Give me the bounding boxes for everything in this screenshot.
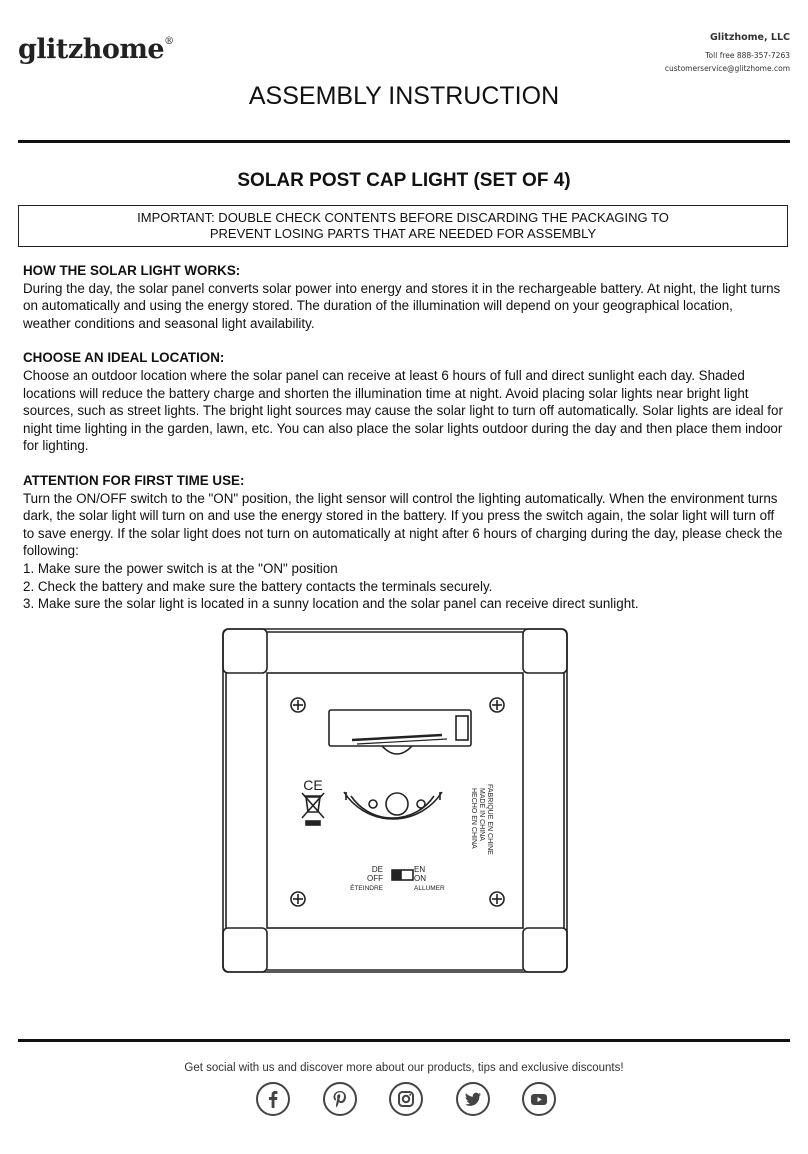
twitter-icon[interactable] xyxy=(456,1082,490,1116)
switch-off-label-2: OFF xyxy=(367,874,383,883)
screw-icon xyxy=(291,698,305,712)
switch-off-label-1: DE xyxy=(371,865,383,874)
section-heading-attention: ATTENTION FOR FIRST TIME USE: xyxy=(23,472,245,488)
page-title: ASSEMBLY INSTRUCTION xyxy=(248,82,560,110)
company-name: Glitzhome, LLC xyxy=(709,32,790,43)
social-links xyxy=(256,1082,556,1122)
instagram-icon[interactable] xyxy=(389,1082,423,1116)
weee-bin-icon xyxy=(302,793,324,825)
screw-hole xyxy=(417,800,425,808)
switch-on-label-2: ON xyxy=(414,874,426,883)
check-list xyxy=(23,560,783,613)
section-body-location: Choose an outdoor location where the solar panel can receive at least 6 hours of full and direct sunlight each day. Shaded locations will reduce the battery charge and shorten the illumination time at night. Avoid placing solar lights near bright light sources, such as street lights. The bright light sources may cause the solar light to turn off automatically. Solar lights are ideal for night time lighting in the garden, lawn, etc. You can also place the solar lights outdoor during the day and then place them indoor for lighting. xyxy=(23,367,783,454)
section-body-how: During the day, the solar panel converts solar power into energy and stores it in the rechargeable battery. At night, the light turns on automatically and using the energy stored. The duration of the illumination will depend on your geographical location, weather conditions and seasonal light availability. xyxy=(23,280,781,331)
screw-icon xyxy=(490,892,504,906)
section-heading-how: HOW THE SOLAR LIGHT WORKS: xyxy=(23,263,241,278)
origin-label-es: HECHO EN CHINA xyxy=(470,788,477,849)
important-notice xyxy=(18,205,788,247)
outer-frame xyxy=(223,629,567,972)
support-email: customerservice@glitzhome.com xyxy=(664,64,790,73)
battery-latch xyxy=(456,716,468,740)
footer-divider xyxy=(18,1039,790,1042)
origin-label-fr: FABRIQUE EN CHINE xyxy=(486,784,493,855)
light-sensor xyxy=(386,793,408,815)
switch-on-label-1: EN xyxy=(414,865,426,874)
footer-text: Get social with us and discover more about our products, tips and exclusive discounts! xyxy=(184,1062,624,1074)
origin-label-en: MADE IN CHINA xyxy=(478,788,485,841)
important-line-1: IMPORTANT: DOUBLE CHECK CONTENTS BEFORE DISCARDING THE PACKAGING TO xyxy=(137,210,669,225)
youtube-icon[interactable] xyxy=(522,1082,556,1116)
ce-mark: CE xyxy=(303,777,323,793)
corner-block xyxy=(523,629,567,673)
corner-block xyxy=(223,629,267,673)
switch-off-label-3: ÉTEINDRE xyxy=(350,885,383,892)
section-body-attention: Turn the ON/OFF switch to the "ON" position, the light sensor will control the lighting automatically. When the environment turns dark, the solar light will turn on and use the energy stored in the battery. If you press the switch again, the solar light will turn off to save energy. If the solar light does not turn on automatically at night after 6 hours of charging during the day, please check the following: xyxy=(23,490,783,559)
header-divider xyxy=(18,140,790,143)
list-item: 3. Make sure the solar light is located in a sunny location and the solar panel can receive direct sunlight. xyxy=(23,596,639,612)
instructions xyxy=(23,262,783,613)
screw-icon xyxy=(291,892,305,906)
important-line-2: PREVENT LOSING PARTS THAT ARE NEEDED FOR ASSEMBLY xyxy=(209,226,597,241)
toll-free-phone: Toll free 888-357-7263 xyxy=(705,51,790,60)
pinterest-icon[interactable] xyxy=(323,1082,357,1116)
list-item: 2. Check the battery and make sure the battery contacts the terminals securely. xyxy=(23,578,493,594)
product-bottom-diagram xyxy=(222,628,568,973)
company-info xyxy=(665,32,790,73)
screw-icon xyxy=(490,698,504,712)
screw-hole xyxy=(369,800,377,808)
registered-mark: ® xyxy=(164,36,174,47)
corner-block xyxy=(223,928,267,972)
logo-text: glitzhome xyxy=(18,34,165,65)
brand-logo xyxy=(18,34,174,65)
battery-cover xyxy=(329,710,471,746)
facebook-icon[interactable] xyxy=(256,1082,290,1116)
cover-tab xyxy=(382,746,412,754)
section-heading-location: CHOOSE AN IDEAL LOCATION: xyxy=(23,350,225,366)
switch-on-label-3: ALLUMER xyxy=(414,885,445,892)
corner-block xyxy=(523,928,567,972)
product-title: SOLAR POST CAP LIGHT (SET OF 4) xyxy=(237,170,571,191)
list-item: 1. Make sure the power switch is at the "ON" position xyxy=(23,560,338,576)
